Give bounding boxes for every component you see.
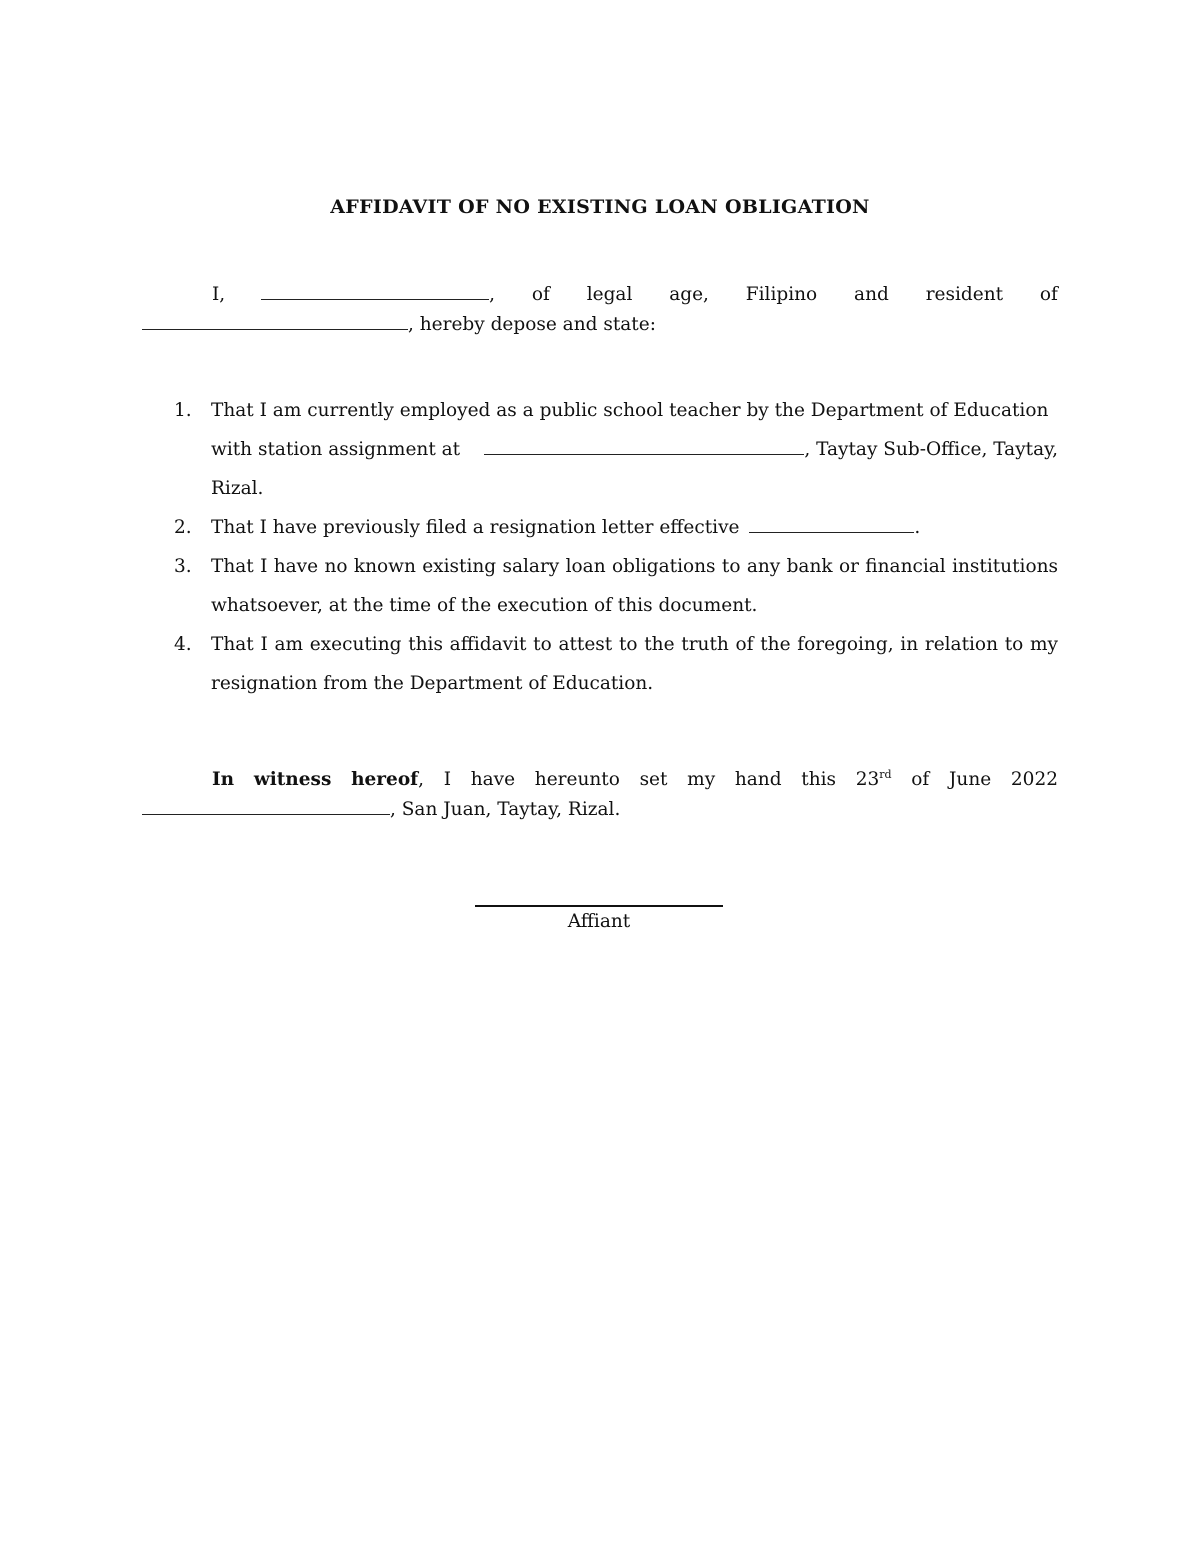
intro-word: age,: [669, 284, 709, 305]
witness-word: 2022: [1010, 769, 1058, 791]
intro-comma: ,: [489, 284, 495, 305]
witness-word: hand: [734, 769, 782, 791]
item-1-line-2: [211, 430, 1058, 469]
witness-bold-word: hereof: [351, 769, 419, 791]
effective-date-blank[interactable]: [749, 518, 914, 533]
witness-word: set: [639, 769, 668, 791]
intro-word: of: [1039, 284, 1058, 305]
item-1-line-3: Rizal.: [211, 478, 264, 499]
item-1-station-tail: , Taytay Sub-Office, Taytay,: [804, 439, 1058, 460]
list-item: [174, 508, 1058, 547]
intro-pronoun: I,: [212, 284, 226, 305]
item-4-text: That I am executing this affidavit to attest to the truth of the foregoing, in relation to my resignation from the Department of Education.: [211, 634, 1058, 694]
witness-word: this: [801, 769, 837, 791]
witness-word: June: [949, 769, 992, 791]
intro-line-1: [212, 284, 1058, 305]
witness-word: I: [443, 769, 452, 791]
witness-bold-word: witness: [253, 769, 332, 791]
item-2-text: That I have previously filed a resignation letter effective: [211, 517, 740, 538]
witness-line-2: [142, 799, 620, 820]
item-1-line-1: [211, 391, 1058, 430]
witness-line-1: [212, 768, 1058, 790]
intro-word: resident: [925, 284, 1004, 305]
witness-comma: ,: [418, 769, 425, 791]
witness-word: have: [470, 769, 516, 791]
item-2-tail: .: [914, 517, 921, 538]
witness-bold-word: In: [212, 769, 235, 791]
list-item: [174, 391, 1058, 508]
witness-word: of: [911, 769, 930, 791]
item-1-station-label: with station assignment at: [211, 439, 461, 460]
signature-line[interactable]: [475, 905, 723, 907]
day-suffix: rd: [879, 768, 892, 781]
station-blank[interactable]: [484, 440, 804, 455]
witness-word: hereunto: [534, 769, 620, 791]
witness-tail: , San Juan, Taytay, Rizal.: [390, 799, 621, 820]
document-title: AFFIDAVIT OF NO EXISTING LOAN OBLIGATION: [330, 196, 870, 218]
item-number: 3.: [174, 556, 192, 577]
intro-line-2: [142, 314, 656, 335]
name-blank[interactable]: [261, 285, 489, 300]
residence-blank[interactable]: [142, 315, 408, 330]
intro-word: legal: [586, 284, 633, 305]
intro-word: Filipino: [745, 284, 818, 305]
item-3-text: That I have no known existing salary loan obligations to any bank or financial institutions whatsoever, at the time of the execution of this document.: [211, 556, 1058, 616]
witness-date: 23rd: [855, 768, 892, 791]
intro-name-group: [212, 284, 495, 305]
statement-list: [174, 391, 1058, 703]
place-blank[interactable]: [142, 800, 390, 815]
witness-word: my: [687, 769, 716, 791]
item-1-text: That I am currently employed as a public school teacher by the Department of Education: [211, 400, 1049, 421]
list-item: [174, 625, 1058, 703]
intro-word: of: [531, 284, 550, 305]
intro-tail: , hereby depose and state:: [408, 314, 656, 335]
item-number: 2.: [174, 517, 192, 538]
intro-word: and: [854, 284, 889, 305]
list-item: [174, 547, 1058, 625]
item-number: 1.: [174, 400, 192, 421]
item-number: 4.: [174, 634, 192, 655]
affiant-label: Affiant: [567, 911, 631, 932]
